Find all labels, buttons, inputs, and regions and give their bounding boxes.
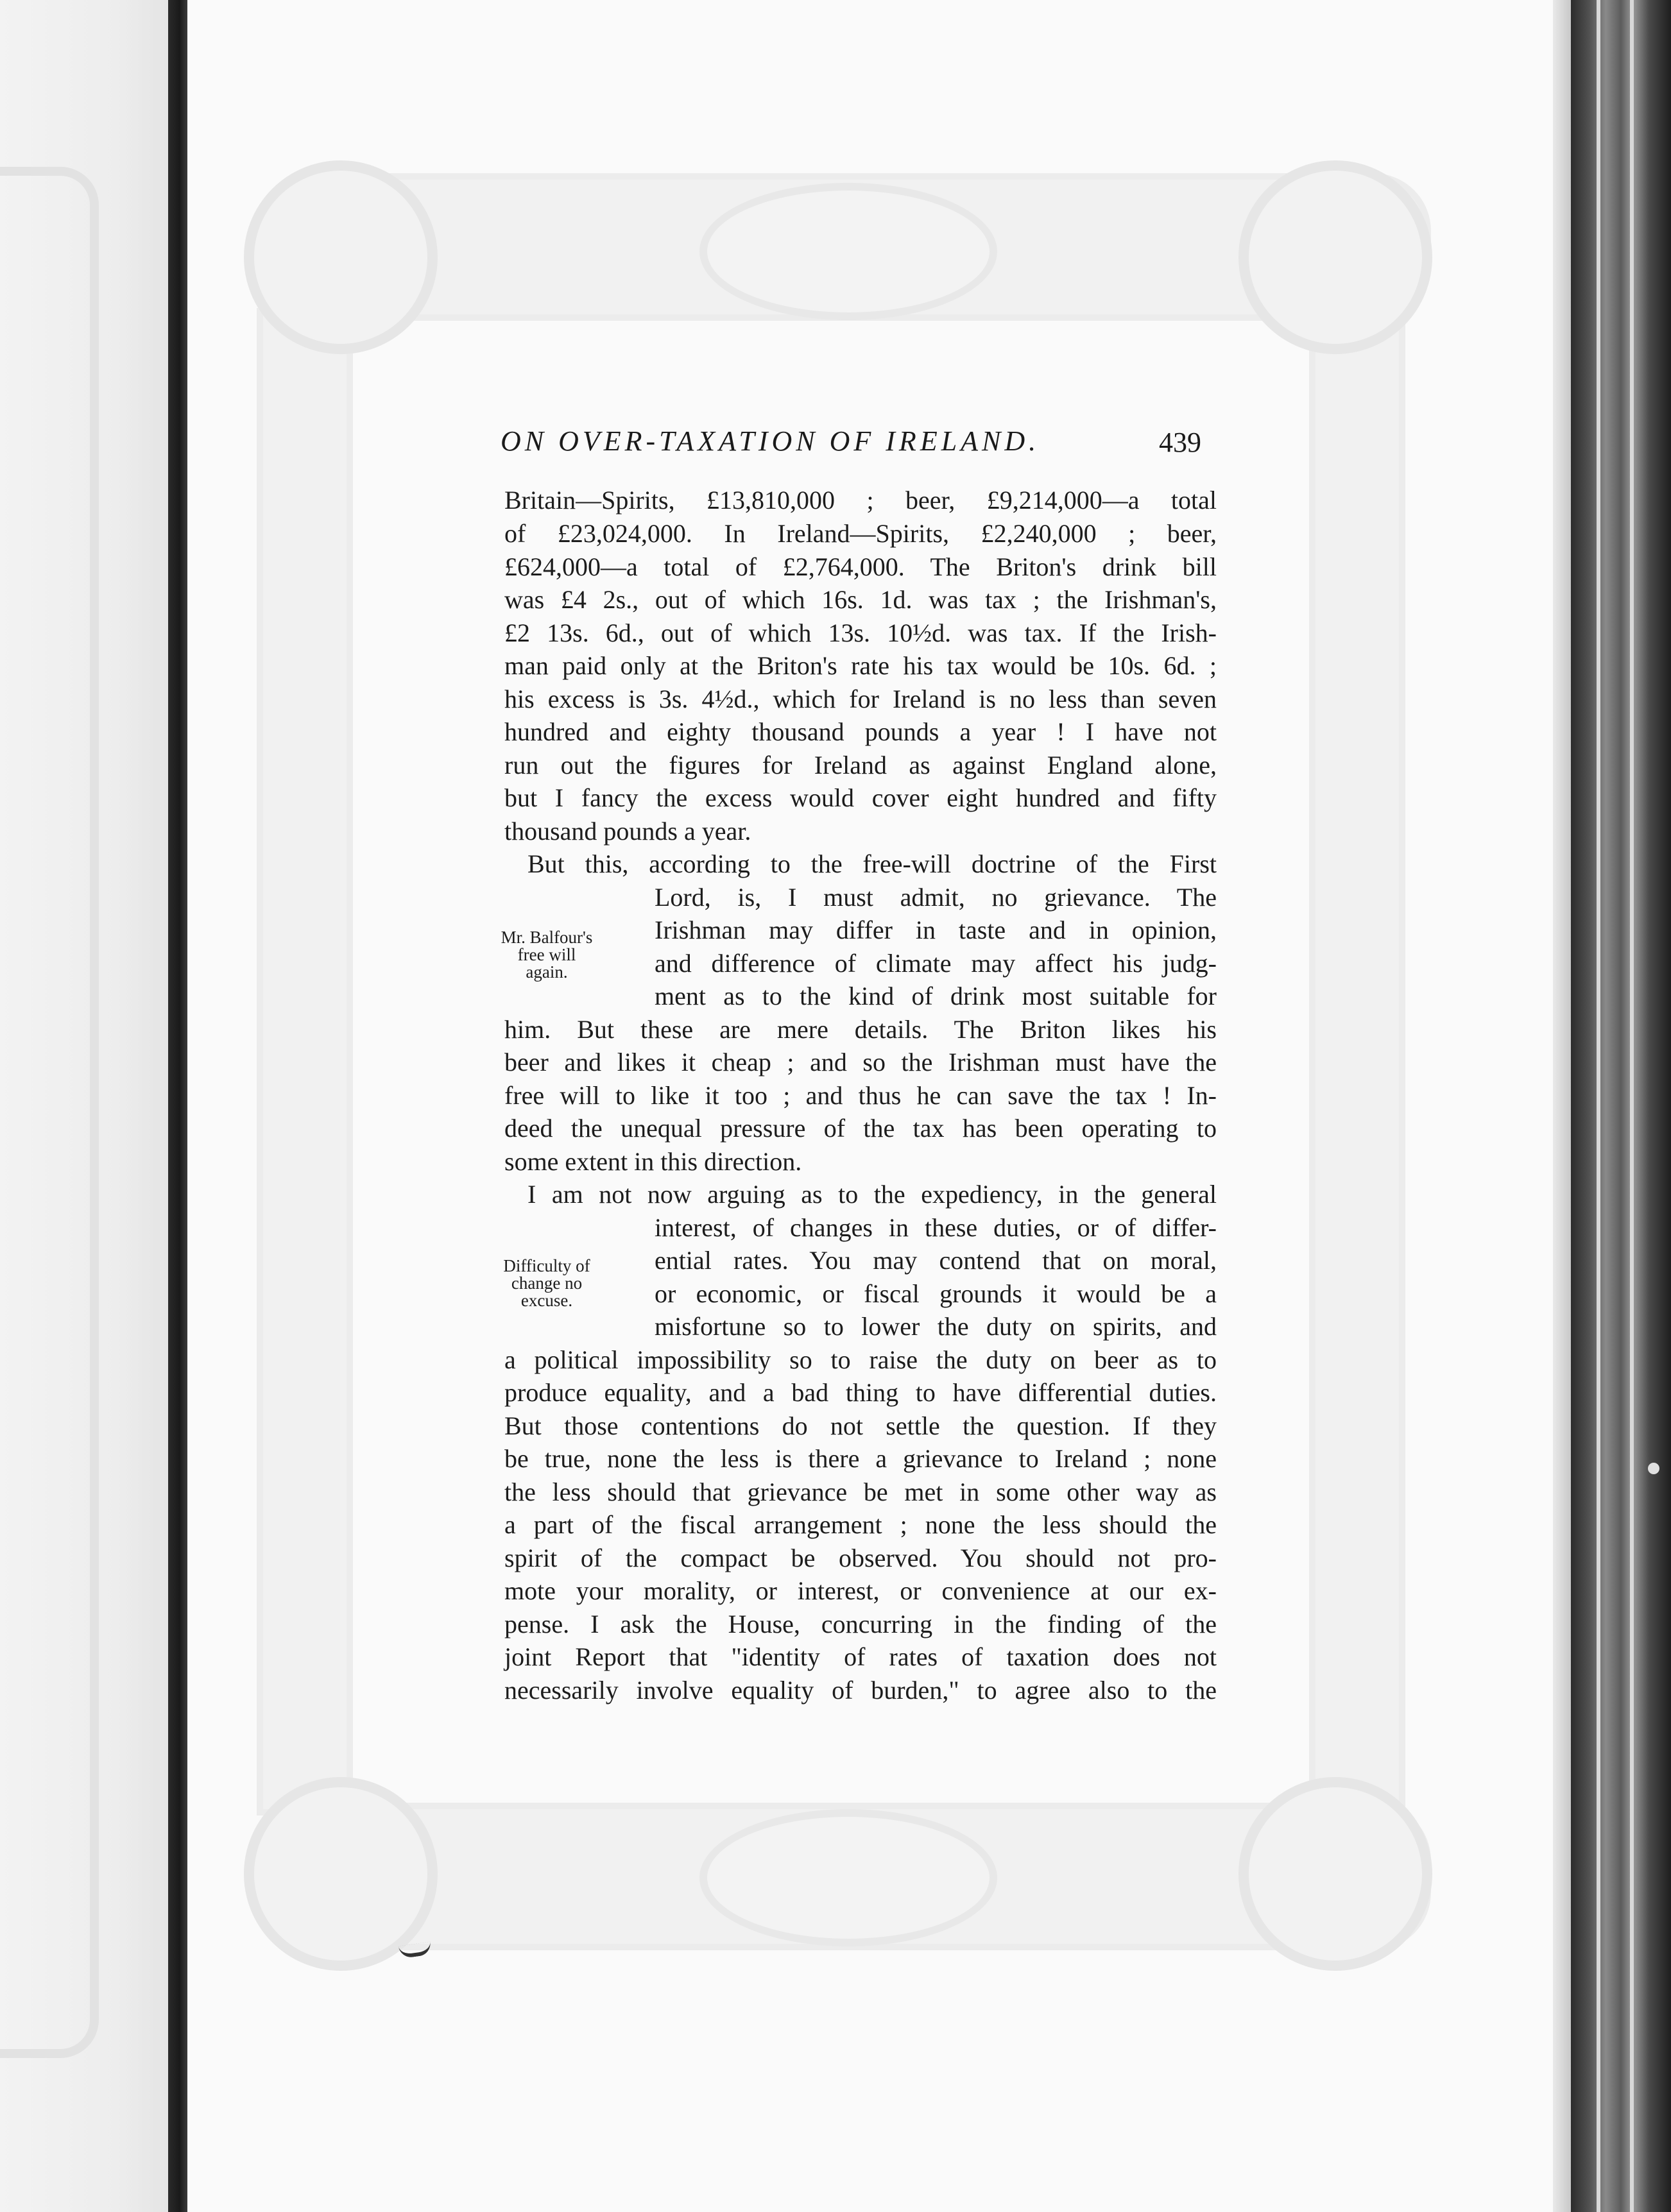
margin-note [483,1257,611,1309]
text-line: run out the figures for Ireland as against England alone, [504,751,1217,779]
page-number: 439 [1159,427,1201,458]
celtic-knot-ornament [244,160,438,354]
text-line: mote your morality, or interest, or convenience at our ex- [504,1576,1217,1605]
text-line: pense. I ask the House, concurring in the finding of the [504,1610,1217,1638]
text-line: was £4 2s., out of which 16s. 1d. was tax ; the Irishman's, [504,585,1217,614]
edge-strip [1597,0,1600,2212]
text-line: But those contentions do not settle the question. If they [504,1411,1217,1440]
text-line: man paid only at the Briton's rate his tax would be 10s. 6d. ; [504,651,1217,680]
text-line: misfortune so to lower the duty on spirits, and [655,1312,1217,1341]
text-line: But this, according to the free-will doctrine of the First [527,849,1217,878]
text-line: but I fancy the excess would cover eight hundred and fifty [504,783,1217,812]
book-gutter [168,0,187,2212]
text-line: the less should that grievance be met in some other way as [504,1477,1217,1506]
text-line: of £23,024,000. In Ireland—Spirits, £2,240,000 ; beer, [504,519,1217,548]
text-line: be true, none the less is there a grievance to Ireland ; none [504,1444,1217,1473]
margin-note-line: again. [526,962,568,982]
celtic-knot-ornament [244,1777,438,1971]
page-speck [1648,1463,1659,1474]
text-line: and difference of climate may affect his judg- [655,949,1217,978]
text-line: ment as to the kind of drink most suitable for [655,982,1217,1010]
text-line: or economic, or fiscal grounds it would be a [655,1279,1217,1308]
page-shadow [1553,0,1571,2212]
text-line: a part of the fiscal arrangement ; none the less should the [504,1510,1217,1539]
text-line: a political impossibility so to raise the duty on beer as to [504,1345,1217,1374]
text-line: £624,000—a total of £2,764,000. The Briton's drink bill [504,552,1217,581]
margin-note [483,929,611,981]
celtic-knot-ornament [1238,160,1432,354]
edge-strip [1630,0,1634,2212]
text-line: deed the unequal pressure of the tax has been operating to [504,1114,1217,1143]
text-line: Britain—Spirits, £13,810,000 ; beer, £9,214,000—a total [504,486,1217,515]
text-line: him. But these are mere details. The Briton likes his [504,1015,1217,1044]
margin-note-line: excuse. [520,1291,573,1310]
decorative-frame-right [1309,308,1405,1816]
text-line: ential rates. You may contend that on moral, [655,1246,1217,1275]
text-line: Lord, is, I must admit, no grievance. The [655,883,1217,912]
margin-note-line: change no [511,1273,583,1293]
decorative-oval-bottom [699,1809,997,1946]
margin-note-line: Mr. Balfour's [501,928,593,947]
text-line: £2 13s. 6d., out of which 13s. 10½d. was tax. If the Irish- [504,618,1217,647]
decorative-oval-top [699,183,997,320]
text-line: interest, of changes in these duties, or of differ- [655,1213,1217,1242]
text-line: joint Report that "identity of rates of taxation does not [504,1642,1217,1671]
text-line: produce equality, and a bad thing to have differential duties. [504,1378,1217,1407]
book-edge [1571,0,1671,2212]
text-line: thousand pounds a year. [504,817,751,846]
running-head: ON OVER-TAXATION OF IRELAND. [501,425,1040,457]
text-line: necessarily involve equality of burden," to agree also to the [504,1676,1217,1705]
margin-note-line: Difficulty of [503,1256,590,1275]
celtic-knot-ornament [1238,1777,1432,1971]
text-line: Irishman may differ in taste and in opinion, [655,915,1217,944]
decorative-frame-left [257,308,353,1816]
text-line: beer and likes it cheap ; and so the Irishman must have the [504,1048,1217,1076]
text-line: his excess is 3s. 4½d., which for Ireland is no less than seven [504,685,1217,713]
margin-note-line: free will [517,945,576,964]
facing-page-ornament [0,167,99,2058]
text-line: free will to like it too ; and thus he can save the tax ! In- [504,1081,1217,1110]
text-line: some extent in this direction. [504,1147,802,1176]
facing-page-edge [0,0,168,2212]
text-line: spirit of the compact be observed. You should not pro- [504,1544,1217,1572]
text-line: hundred and eighty thousand pounds a year ! I have not [504,717,1217,746]
text-line: I am not now arguing as to the expediency, in the general [527,1180,1217,1209]
